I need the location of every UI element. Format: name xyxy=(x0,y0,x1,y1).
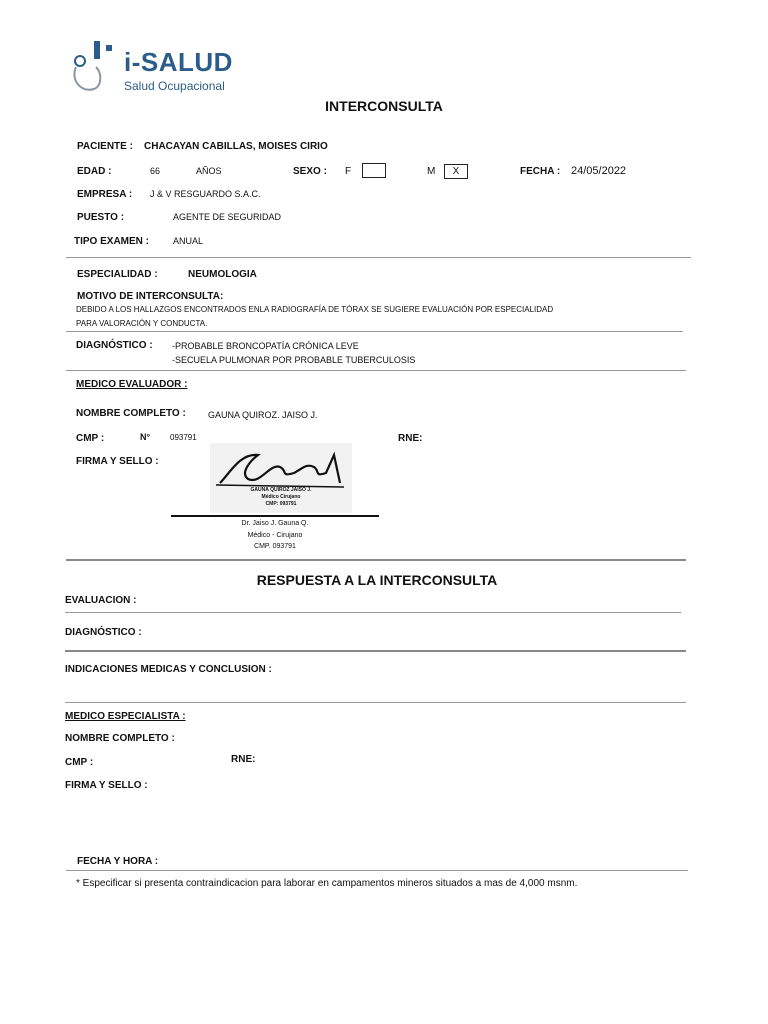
stamp-line-1: GAUNA QUIROZ JAISO J. xyxy=(250,487,312,493)
label-puesto: PUESTO : xyxy=(77,212,125,223)
label-empresa: EMPRESA : xyxy=(77,189,133,200)
signature-title: Médico - Cirujano xyxy=(247,532,303,539)
divider xyxy=(66,870,688,871)
label-sexo: SEXO : xyxy=(293,166,327,177)
value-edad: 66 xyxy=(150,166,161,176)
label-paciente: PACIENTE : xyxy=(77,141,133,152)
label-nombre-especialista: NOMBRE COMPLETO : xyxy=(65,733,175,744)
label-firma-evaluador: FIRMA Y SELLO : xyxy=(76,456,159,467)
signature-cmp: CMP. 093791 xyxy=(254,543,296,550)
value-empresa: J & V RESGUARDO S.A.C. xyxy=(150,189,261,199)
stamp-line-3: CMP: 093791 xyxy=(265,501,297,507)
response-title: RESPUESTA A LA INTERCONSULTA xyxy=(256,572,498,588)
divider xyxy=(66,257,691,258)
motivo-line-2: PARA VALORACIÓN Y CONDUCTA. xyxy=(76,319,208,328)
divider xyxy=(66,370,686,371)
logo xyxy=(66,37,233,97)
label-nombre-evaluador: NOMBRE COMPLETO : xyxy=(76,408,186,419)
value-tipo-examen: ANUAL xyxy=(173,236,204,246)
label-motivo: MOTIVO DE INTERCONSULTA: xyxy=(77,291,224,302)
logo-tagline: Salud Ocupacional xyxy=(124,79,225,93)
stamp-line-2: Médico Cirujano xyxy=(261,494,301,500)
label-fecha-hora: FECHA Y HORA : xyxy=(77,856,159,867)
page-title: INTERCONSULTA xyxy=(325,98,443,114)
signature-stamp xyxy=(210,443,352,513)
divider xyxy=(65,612,681,613)
label-cmp-evaluador: CMP : xyxy=(76,433,105,444)
checkbox-m[interactable]: X xyxy=(444,164,468,179)
label-m: M xyxy=(427,166,436,177)
label-f: F xyxy=(345,166,352,177)
divider xyxy=(66,331,683,332)
label-evaluacion: EVALUACION : xyxy=(65,595,137,606)
section-divider xyxy=(66,559,686,561)
label-n-evaluador: N° xyxy=(140,432,151,442)
divider xyxy=(65,650,686,652)
value-nombre-evaluador: GAUNA QUIROZ. JAISO J. xyxy=(208,410,318,420)
especialista-heading: MEDICO ESPECIALISTA : xyxy=(65,711,186,722)
label-firma-especialista: FIRMA Y SELLO : xyxy=(65,780,148,791)
label-fecha: FECHA : xyxy=(520,166,561,177)
label-rne-evaluador: RNE: xyxy=(398,433,423,444)
label-tipo-examen: TIPO EXAMEN : xyxy=(74,236,150,247)
label-diagnostico: DIAGNÓSTICO : xyxy=(76,340,153,351)
diagnostico-line-1: -PROBABLE BRONCOPATÍA CRÓNICA LEVE xyxy=(172,341,359,351)
signature-line xyxy=(171,515,379,517)
label-cmp-especialista: CMP : xyxy=(65,757,94,768)
evaluator-heading: MEDICO EVALUADOR : xyxy=(76,379,188,390)
motivo-line-1: DEBIDO A LOS HALLAZGOS ENCONTRADOS ENLA RADIOGRAFÍA DE TÓRAX SE SUGIERE EVALUACIÓN POR ESPECIALIDAD xyxy=(76,305,554,314)
label-indicaciones: INDICACIONES MEDICAS Y CONCLUSION : xyxy=(65,664,272,675)
diagnostico-line-2: -SECUELA PULMONAR POR PROBABLE TUBERCULOSIS xyxy=(172,355,416,365)
label-especialidad: ESPECIALIDAD : xyxy=(77,269,158,280)
value-paciente: CHACAYAN CABILLAS, MOISES CIRIO xyxy=(144,141,328,152)
signature-icon xyxy=(210,443,352,491)
checkbox-f[interactable] xyxy=(362,163,386,178)
label-diagnostico-respuesta: DIAGNÓSTICO : xyxy=(65,627,142,638)
divider xyxy=(65,702,686,703)
footnote: * Especificar si presenta contraindicacion para laborar en campamentos mineros situados a mas de 4,000 msnm. xyxy=(76,878,578,889)
logo-brand: i-SALUD xyxy=(124,47,233,77)
label-rne-especialista: RNE: xyxy=(231,754,256,765)
signature-name: Dr. Jaiso J. Gauna Q. xyxy=(241,520,309,527)
value-fecha: 24/05/2022 xyxy=(571,165,627,177)
value-puesto: AGENTE DE SEGURIDAD xyxy=(173,212,282,222)
logo-mark-icon xyxy=(66,37,124,97)
value-anos: AÑOS xyxy=(196,166,222,176)
label-edad: EDAD : xyxy=(77,166,112,177)
value-especialidad: NEUMOLOGIA xyxy=(188,269,257,280)
value-cmp-evaluador: 093791 xyxy=(170,433,197,442)
